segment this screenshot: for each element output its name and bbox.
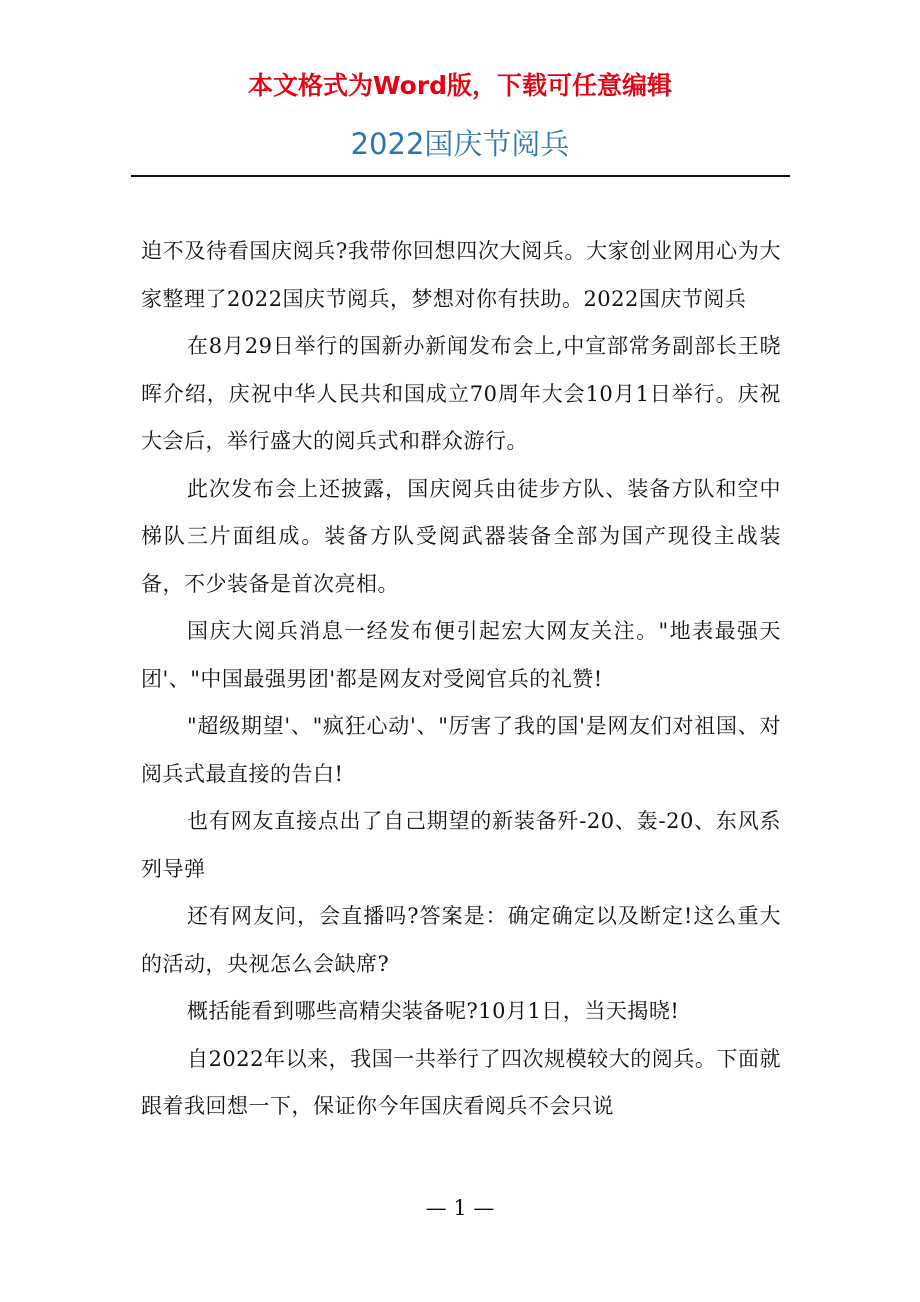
- paragraph-netizen-attention: 国庆大阅兵消息一经发布便引起宏大网友关注。"地表最强天团'、"中国最强男团'都是网友对受阅官兵的礼赞!: [141, 619, 781, 691]
- paragraph-reveal-date: 概括能看到哪些高精尖装备呢?10月1日，当天揭晓!: [187, 999, 680, 1023]
- document-body: [141, 228, 781, 1131]
- paragraph-live-broadcast: 还有网友问，会直播吗?答案是：确定确定以及断定!这么重大的活动，央视怎么会缺席?: [141, 904, 781, 976]
- document-title: 2022国庆节阅兵: [350, 127, 570, 161]
- header-divider: [131, 175, 790, 177]
- paragraph-expected-equipment: 也有网友直接点出了自己期望的新装备歼-20、轰-20、东风系列导弹: [141, 809, 781, 881]
- paragraph-press-conference: 在8月29日举行的国新办新闻发布会上,中宣部常务副部长王晓晖介绍，庆祝中华人民共和国成立70周年大会10月1日举行。庆祝大会后，举行盛大的阅兵式和群众游行。: [141, 334, 781, 453]
- paragraph-netizen-confession: "超级期望'、"疯狂心动'、"厉害了我的国'是网友们对祖国、对阅兵式最直接的告白!: [141, 714, 781, 786]
- paragraph-intro: 迫不及待看国庆阅兵?我带你回想四次大阅兵。大家创业网用心为大家整理了2022国庆节阅兵，梦想对你有扶助。2022国庆节阅兵: [141, 239, 781, 311]
- paragraph-parade-composition: 此次发布会上还披露，国庆阅兵由徒步方队、装备方队和空中梯队三片面组成。装备方队受阅武器装备全部为国产现役主战装备，不少装备是首次亮相。: [141, 476, 781, 596]
- download-notice: 本文格式为Word版，下载可任意编辑: [247, 71, 673, 100]
- page-number: — 1 —: [425, 1196, 495, 1220]
- paragraph-history-review: 自2022年以来，我国一共举行了四次规模较大的阅兵。下面就跟着我回想一下，保证你今年国庆看阅兵不会只说: [141, 1046, 781, 1118]
